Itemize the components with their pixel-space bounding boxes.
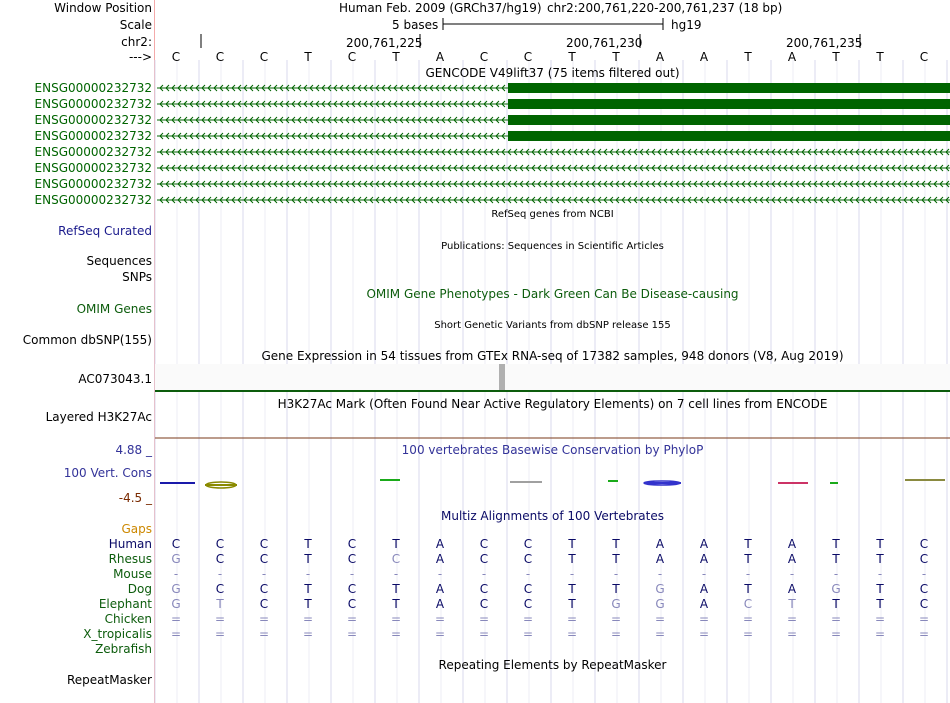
base-letter: A — [699, 50, 709, 64]
alignment-base: - — [349, 567, 355, 581]
gtex-title: Gene Expression in 54 tissues from GTEx RNA-seq of 17382 samples, 948 donors (V8, Aug 2019) — [261, 349, 844, 363]
publications-title: Publications: Sequences in Scientific Articles — [441, 241, 664, 252]
alignment-base: A — [435, 552, 445, 566]
alignment-base: = — [874, 627, 886, 641]
exon-block — [508, 83, 950, 93]
base-letter: A — [787, 50, 797, 64]
base-letter: C — [171, 50, 181, 64]
h3k27ac-label[interactable]: Layered H3K27Ac — [45, 410, 152, 424]
alignment-base: = — [566, 627, 578, 641]
alignment-base: = — [874, 612, 886, 626]
alignment-base: - — [481, 567, 487, 581]
alignment-base: C — [523, 537, 533, 551]
repeatmasker-label[interactable]: RepeatMasker — [66, 673, 152, 687]
alignment-base: T — [612, 537, 620, 551]
alignment-base: A — [435, 582, 445, 596]
alignment-base: T — [876, 582, 884, 596]
alignment-base: C — [259, 537, 269, 551]
alignment-base: C — [347, 552, 357, 566]
alignment-base: A — [435, 597, 445, 611]
alignment-base: T — [832, 597, 840, 611]
alignment-base: C — [919, 537, 929, 551]
alignment-base: A — [699, 552, 709, 566]
scale-text: 5 bases — [392, 18, 439, 32]
alignment-base: = — [302, 627, 314, 641]
alignment-base: C — [479, 552, 489, 566]
alignment-base: T — [612, 582, 620, 596]
alignment-base: = — [654, 627, 666, 641]
gaps-label: Gaps — [121, 522, 152, 536]
scale-db: hg19 — [671, 18, 702, 32]
h3k27ac-title: H3K27Ac Mark (Often Found Near Active Regulatory Elements) on 7 cell lines from ENCODE — [277, 397, 828, 411]
species-label: Elephant — [98, 597, 152, 611]
alignment-base: C — [215, 537, 225, 551]
gencode-item-label[interactable]: ENSG00000232732 — [34, 81, 152, 95]
alignment-base: A — [655, 537, 665, 551]
gencode-title: GENCODE V49lift37 (75 items filtered out) — [425, 66, 680, 80]
alignment-base: C — [347, 597, 357, 611]
species-label: X_tropicalis — [83, 627, 152, 641]
alignment-base: - — [745, 567, 751, 581]
alignment-base: T — [832, 552, 840, 566]
phylop-min: -4.5 _ — [118, 491, 152, 505]
base-letter: C — [479, 50, 489, 64]
alignment-base: = — [214, 612, 226, 626]
alignment-base: C — [391, 552, 401, 566]
gtex-background — [155, 364, 950, 391]
alignment-base: = — [742, 627, 754, 641]
alignment-base: C — [743, 597, 753, 611]
alignment-base: = — [478, 612, 490, 626]
alignment-base: T — [392, 537, 400, 551]
alignment-base: A — [787, 582, 797, 596]
alignment-base: = — [214, 627, 226, 641]
alignment-base: = — [742, 612, 754, 626]
species-label: Dog — [127, 582, 152, 596]
window-position-value: chr2:200,761,220-200,761,237 (18 bp) — [547, 1, 783, 15]
alignment-base: - — [789, 567, 795, 581]
base-letter: T — [392, 50, 400, 64]
species-label: Human — [108, 537, 152, 551]
alignment-base: = — [786, 612, 798, 626]
dbsnp-label[interactable]: Common dbSNP(155) — [22, 333, 152, 347]
alignment-base: A — [699, 537, 709, 551]
exon-block — [508, 115, 950, 125]
alignment-base: C — [523, 597, 533, 611]
alignment-base: = — [478, 627, 490, 641]
alignment-base: C — [479, 537, 489, 551]
gencode-item-label[interactable]: ENSG00000232732 — [34, 97, 152, 111]
alignment-base: = — [302, 612, 314, 626]
alignment-base: C — [919, 597, 929, 611]
alignment-base: G — [611, 597, 621, 611]
alignment-base: - — [393, 567, 399, 581]
alignment-base: = — [610, 627, 622, 641]
base-letter: C — [347, 50, 357, 64]
alignment-base: T — [304, 537, 312, 551]
alignment-base: T — [744, 582, 752, 596]
strand-label: ---> — [128, 50, 152, 64]
alignment-base: = — [522, 612, 534, 626]
alignment-base: = — [258, 627, 270, 641]
publications-label[interactable]: Sequences — [86, 254, 152, 268]
alignment-base: T — [568, 552, 576, 566]
refseq-title: RefSeq genes from NCBI — [491, 209, 614, 220]
alignment-base: A — [699, 582, 709, 596]
alignment-base: = — [434, 627, 446, 641]
alignment-base: C — [523, 552, 533, 566]
alignment-base: = — [610, 612, 622, 626]
snps-label[interactable]: SNPs — [122, 270, 152, 284]
alignment-base: C — [919, 552, 929, 566]
repeatmasker-title: Repeating Elements by RepeatMasker — [438, 658, 667, 672]
base-letter: T — [568, 50, 576, 64]
alignment-base: = — [830, 627, 842, 641]
genome-assembly: Human Feb. 2009 (GRCh37/hg19) — [339, 1, 542, 15]
species-label: Zebrafish — [95, 642, 152, 656]
scale-label: Scale — [119, 18, 152, 32]
alignment-base: T — [304, 552, 312, 566]
alignment-base: - — [525, 567, 531, 581]
base-letter: C — [919, 50, 929, 64]
alignment-base: - — [217, 567, 223, 581]
alignment-base: - — [613, 567, 619, 581]
base-letter: T — [832, 50, 840, 64]
alignment-base: - — [261, 567, 267, 581]
alignment-base: = — [170, 627, 182, 641]
alignment-base: = — [654, 612, 666, 626]
alignment-base: G — [171, 582, 181, 596]
alignment-base: T — [392, 582, 400, 596]
alignment-base: G — [171, 597, 181, 611]
base-letter: C — [523, 50, 533, 64]
phylop-label[interactable]: 100 Vert. Cons — [63, 466, 152, 480]
alignment-base: - — [921, 567, 927, 581]
alignment-base: = — [346, 612, 358, 626]
alignment-base: = — [258, 612, 270, 626]
base-letter: T — [876, 50, 884, 64]
base-letter: C — [259, 50, 269, 64]
alignment-base: C — [347, 537, 357, 551]
dbsnp-title: Short Genetic Variants from dbSNP release 155 — [434, 320, 671, 331]
alignment-base: = — [918, 612, 930, 626]
alignment-base: - — [569, 567, 575, 581]
alignment-base: G — [171, 552, 181, 566]
base-letter: C — [215, 50, 225, 64]
alignment-base: = — [918, 627, 930, 641]
alignment-base: T — [876, 597, 884, 611]
alignment-base: C — [919, 582, 929, 596]
window-position-label: Window Position — [54, 1, 152, 15]
ruler-tick-label: 200,761,230 — [566, 36, 643, 50]
alignment-base: = — [434, 612, 446, 626]
alignment-base: = — [698, 612, 710, 626]
alignment-base: = — [522, 627, 534, 641]
alignment-base: G — [655, 597, 665, 611]
alignment-base: = — [566, 612, 578, 626]
alignment-base: T — [744, 552, 752, 566]
alignment-base: T — [568, 537, 576, 551]
alignment-base: - — [657, 567, 663, 581]
alignment-base: C — [347, 582, 357, 596]
chr-label: chr2: — [121, 35, 152, 49]
omim-label[interactable]: OMIM Genes — [76, 302, 152, 316]
alignment-base: C — [259, 582, 269, 596]
gtex-bar — [499, 364, 505, 391]
alignment-base: C — [523, 582, 533, 596]
alignment-base: T — [832, 537, 840, 551]
species-label: Mouse — [113, 567, 152, 581]
alignment-base: A — [699, 597, 709, 611]
omim-title: OMIM Gene Phenotypes - Dark Green Can Be Disease-causing — [366, 287, 739, 301]
alignment-base: - — [437, 567, 443, 581]
alignment-base: T — [568, 597, 576, 611]
multiz-title: Multiz Alignments of 100 Vertebrates — [440, 509, 665, 523]
gencode-item-label[interactable]: ENSG00000232732 — [34, 177, 152, 191]
alignment-base: T — [876, 552, 884, 566]
gencode-item-label[interactable]: ENSG00000232732 — [34, 193, 152, 207]
alignment-base: = — [390, 612, 402, 626]
alignment-base: = — [390, 627, 402, 641]
gencode-item-label[interactable]: ENSG00000232732 — [34, 161, 152, 175]
alignment-base: T — [568, 582, 576, 596]
alignment-base: A — [435, 537, 445, 551]
alignment-base: G — [655, 582, 665, 596]
species-label: Chicken — [104, 612, 152, 626]
alignment-base: T — [876, 537, 884, 551]
alignment-base: T — [744, 537, 752, 551]
alignment-base: C — [259, 597, 269, 611]
alignment-base: A — [787, 552, 797, 566]
alignment-base: T — [304, 582, 312, 596]
alignment-base: - — [701, 567, 707, 581]
alignment-base: - — [173, 567, 179, 581]
base-letter: T — [744, 50, 752, 64]
exon-block — [508, 99, 950, 109]
alignment-base: C — [215, 552, 225, 566]
ruler-tick-label: 200,761,225 — [346, 36, 423, 50]
alignment-base: A — [787, 537, 797, 551]
phylop-title: 100 vertebrates Basewise Conservation by PhyloP — [401, 443, 704, 457]
alignment-base: - — [305, 567, 311, 581]
phylop-max: 4.88 _ — [115, 443, 152, 457]
gencode-item-label[interactable]: ENSG00000232732 — [34, 145, 152, 159]
alignment-base: T — [216, 597, 224, 611]
alignment-base: C — [215, 582, 225, 596]
alignment-base: = — [346, 627, 358, 641]
alignment-base: - — [877, 567, 883, 581]
ruler-tick-label: 200,761,235 — [786, 36, 863, 50]
refseq-label[interactable]: RefSeq Curated — [58, 224, 152, 238]
gencode-item-label[interactable]: ENSG00000232732 — [34, 129, 152, 143]
exon-block — [508, 131, 950, 141]
gencode-item-label[interactable]: ENSG00000232732 — [34, 113, 152, 127]
alignment-base: = — [786, 627, 798, 641]
alignment-base: T — [392, 597, 400, 611]
alignment-base: - — [833, 567, 839, 581]
alignment-base: T — [612, 552, 620, 566]
species-label: Rhesus — [108, 552, 152, 566]
alignment-base: G — [831, 582, 841, 596]
base-letter: T — [612, 50, 620, 64]
alignment-base: C — [259, 552, 269, 566]
alignment-base: A — [655, 552, 665, 566]
alignment-base: C — [171, 537, 181, 551]
alignment-base: = — [830, 612, 842, 626]
alignment-base: = — [170, 612, 182, 626]
alignment-base: T — [304, 597, 312, 611]
alignment-base: C — [479, 597, 489, 611]
alignment-base: T — [788, 597, 796, 611]
alignment-base: C — [479, 582, 489, 596]
alignment-base: = — [698, 627, 710, 641]
base-letter: T — [304, 50, 312, 64]
base-letter: A — [435, 50, 445, 64]
gtex-label[interactable]: AC073043.1 — [78, 372, 152, 386]
base-letter: A — [655, 50, 665, 64]
